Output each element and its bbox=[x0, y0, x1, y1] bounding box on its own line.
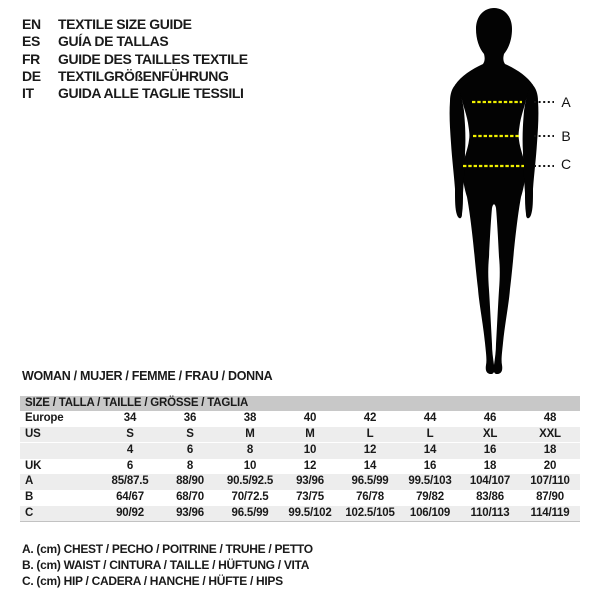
size-table-header: SIZE / TALLA / TAILLE / GRÖSSE / TAGLIA bbox=[20, 396, 580, 411]
cell-a-8: 107/110 bbox=[530, 475, 570, 488]
cell-c-8: 114/119 bbox=[530, 506, 570, 519]
language-row-es bbox=[22, 33, 248, 50]
language-title-fr: GUIDE DES TAILLES TEXTILE bbox=[58, 50, 248, 67]
language-title-es: GUÍA DE TALLAS bbox=[58, 33, 169, 50]
cell-b-7: 83/86 bbox=[476, 490, 504, 503]
cell-b-1: 64/67 bbox=[116, 490, 144, 503]
language-row-it bbox=[22, 85, 248, 102]
row-label-c: C bbox=[25, 506, 34, 519]
woman-silhouette-body bbox=[455, 8, 533, 374]
cell-b-4: 73/75 bbox=[296, 490, 324, 503]
cell-us-4: M bbox=[305, 427, 315, 440]
cell-c-4: 99.5/102 bbox=[288, 506, 332, 519]
table-row-us-numeric bbox=[20, 442, 580, 459]
cell-us-8: XXL bbox=[539, 427, 561, 440]
language-code-it: IT bbox=[22, 85, 34, 102]
cell-uk-5: 14 bbox=[363, 459, 377, 472]
cell-us-1: S bbox=[126, 427, 134, 440]
cell-europe-5: 42 bbox=[363, 412, 377, 424]
language-title-it: GUIDA ALLE TAGLIE TESSILI bbox=[58, 85, 244, 102]
cell-usnum-1: 4 bbox=[126, 444, 134, 457]
cell-europe-4: 40 bbox=[303, 412, 317, 424]
cell-europe-6: 44 bbox=[423, 412, 437, 424]
language-code-de: DE bbox=[22, 67, 41, 84]
size-table bbox=[20, 396, 580, 522]
cell-us-6: L bbox=[426, 427, 434, 440]
cell-b-8: 87/90 bbox=[536, 490, 564, 503]
language-title-list bbox=[22, 16, 248, 102]
cell-c-6: 106/109 bbox=[409, 506, 451, 519]
language-row-de bbox=[22, 68, 248, 85]
language-title-de: TEXTILGRÖßENFÜHRUNG bbox=[58, 67, 229, 84]
cell-usnum-4: 10 bbox=[303, 444, 317, 457]
measure-label-chest: A bbox=[561, 94, 571, 110]
cell-b-5: 76/78 bbox=[356, 490, 384, 503]
language-code-es: ES bbox=[22, 33, 40, 50]
cell-europe-1: 34 bbox=[123, 412, 137, 424]
cell-b-3: 70/72.5 bbox=[231, 490, 269, 503]
cell-uk-4: 12 bbox=[303, 459, 317, 472]
table-row-waist-b bbox=[20, 490, 580, 506]
language-row-fr bbox=[22, 51, 248, 68]
row-label-a: A bbox=[25, 475, 34, 488]
cell-c-5: 102.5/105 bbox=[345, 506, 395, 519]
language-title-en: TEXTILE SIZE GUIDE bbox=[58, 16, 192, 32]
cell-b-6: 79/82 bbox=[416, 490, 444, 503]
cell-b-2: 68/70 bbox=[176, 490, 204, 503]
cell-a-2: 88/90 bbox=[176, 475, 204, 488]
cell-a-4: 93/96 bbox=[296, 475, 324, 488]
section-title-woman: WOMAN / MUJER / FEMME / FRAU / DONNA bbox=[22, 369, 273, 383]
row-label-us: US bbox=[25, 427, 41, 440]
cell-europe-3: 38 bbox=[243, 412, 257, 424]
cell-usnum-5: 12 bbox=[363, 444, 377, 457]
cell-us-7: XL bbox=[482, 427, 498, 440]
table-row-chest-a bbox=[20, 474, 580, 490]
language-code-en: EN bbox=[22, 16, 41, 32]
cell-us-2: S bbox=[186, 427, 194, 440]
row-label-europe: Europe bbox=[25, 412, 64, 424]
cell-c-2: 93/96 bbox=[176, 506, 204, 519]
legend-hip: C. (cm) HIP / CADERA / HANCHE / HÜFTE / HIPS bbox=[22, 573, 283, 588]
woman-silhouette-right-arm bbox=[523, 84, 539, 218]
cell-usnum-6: 14 bbox=[423, 444, 437, 457]
language-row-en bbox=[22, 16, 248, 33]
cell-usnum-8: 18 bbox=[543, 444, 557, 457]
measure-label-waist: B bbox=[561, 128, 571, 144]
cell-us-5: L bbox=[366, 427, 374, 440]
measure-label-hip: C bbox=[560, 156, 572, 172]
measurement-legend bbox=[22, 542, 313, 589]
cell-usnum-3: 8 bbox=[246, 444, 254, 457]
cell-a-6: 99.5/103 bbox=[408, 475, 452, 488]
cell-uk-8: 20 bbox=[543, 459, 557, 472]
row-label-us-numeric bbox=[20, 443, 100, 459]
cell-usnum-2: 6 bbox=[186, 444, 194, 457]
cell-a-1: 85/87.5 bbox=[111, 475, 149, 488]
table-row-uk bbox=[20, 459, 580, 475]
language-code-fr: FR bbox=[22, 50, 40, 67]
cell-uk-1: 6 bbox=[126, 459, 134, 472]
cell-c-3: 96.5/99 bbox=[231, 506, 269, 519]
cell-c-7: 110/113 bbox=[470, 506, 510, 519]
cell-uk-7: 18 bbox=[483, 459, 497, 472]
cell-c-1: 90/92 bbox=[116, 506, 144, 519]
cell-us-3: M bbox=[245, 427, 255, 440]
cell-a-5: 96.5/99 bbox=[351, 475, 389, 488]
row-label-b: B bbox=[25, 490, 34, 503]
table-row-hip-c bbox=[20, 506, 580, 523]
cell-uk-6: 16 bbox=[423, 459, 437, 472]
cell-a-3: 90.5/92.5 bbox=[226, 475, 274, 488]
table-row-us-letter bbox=[20, 427, 580, 443]
legend-chest: A. (cm) CHEST / PECHO / POITRINE / TRUHE / PETTO bbox=[22, 542, 313, 556]
cell-europe-8: 48 bbox=[543, 412, 557, 424]
woman-silhouette-left-arm bbox=[450, 84, 466, 218]
cell-uk-3: 10 bbox=[243, 459, 257, 472]
cell-europe-7: 46 bbox=[483, 412, 497, 424]
cell-uk-2: 8 bbox=[186, 459, 194, 472]
cell-usnum-7: 16 bbox=[483, 444, 497, 457]
cell-a-7: 104/107 bbox=[469, 475, 511, 488]
woman-silhouette-figure bbox=[420, 5, 580, 380]
cell-europe-2: 36 bbox=[183, 412, 197, 424]
row-label-uk: UK bbox=[25, 459, 42, 472]
legend-waist: B. (cm) WAIST / CINTURA / TAILLE / HÜFTUNG / VITA bbox=[22, 557, 310, 572]
table-row-europe bbox=[20, 411, 580, 427]
